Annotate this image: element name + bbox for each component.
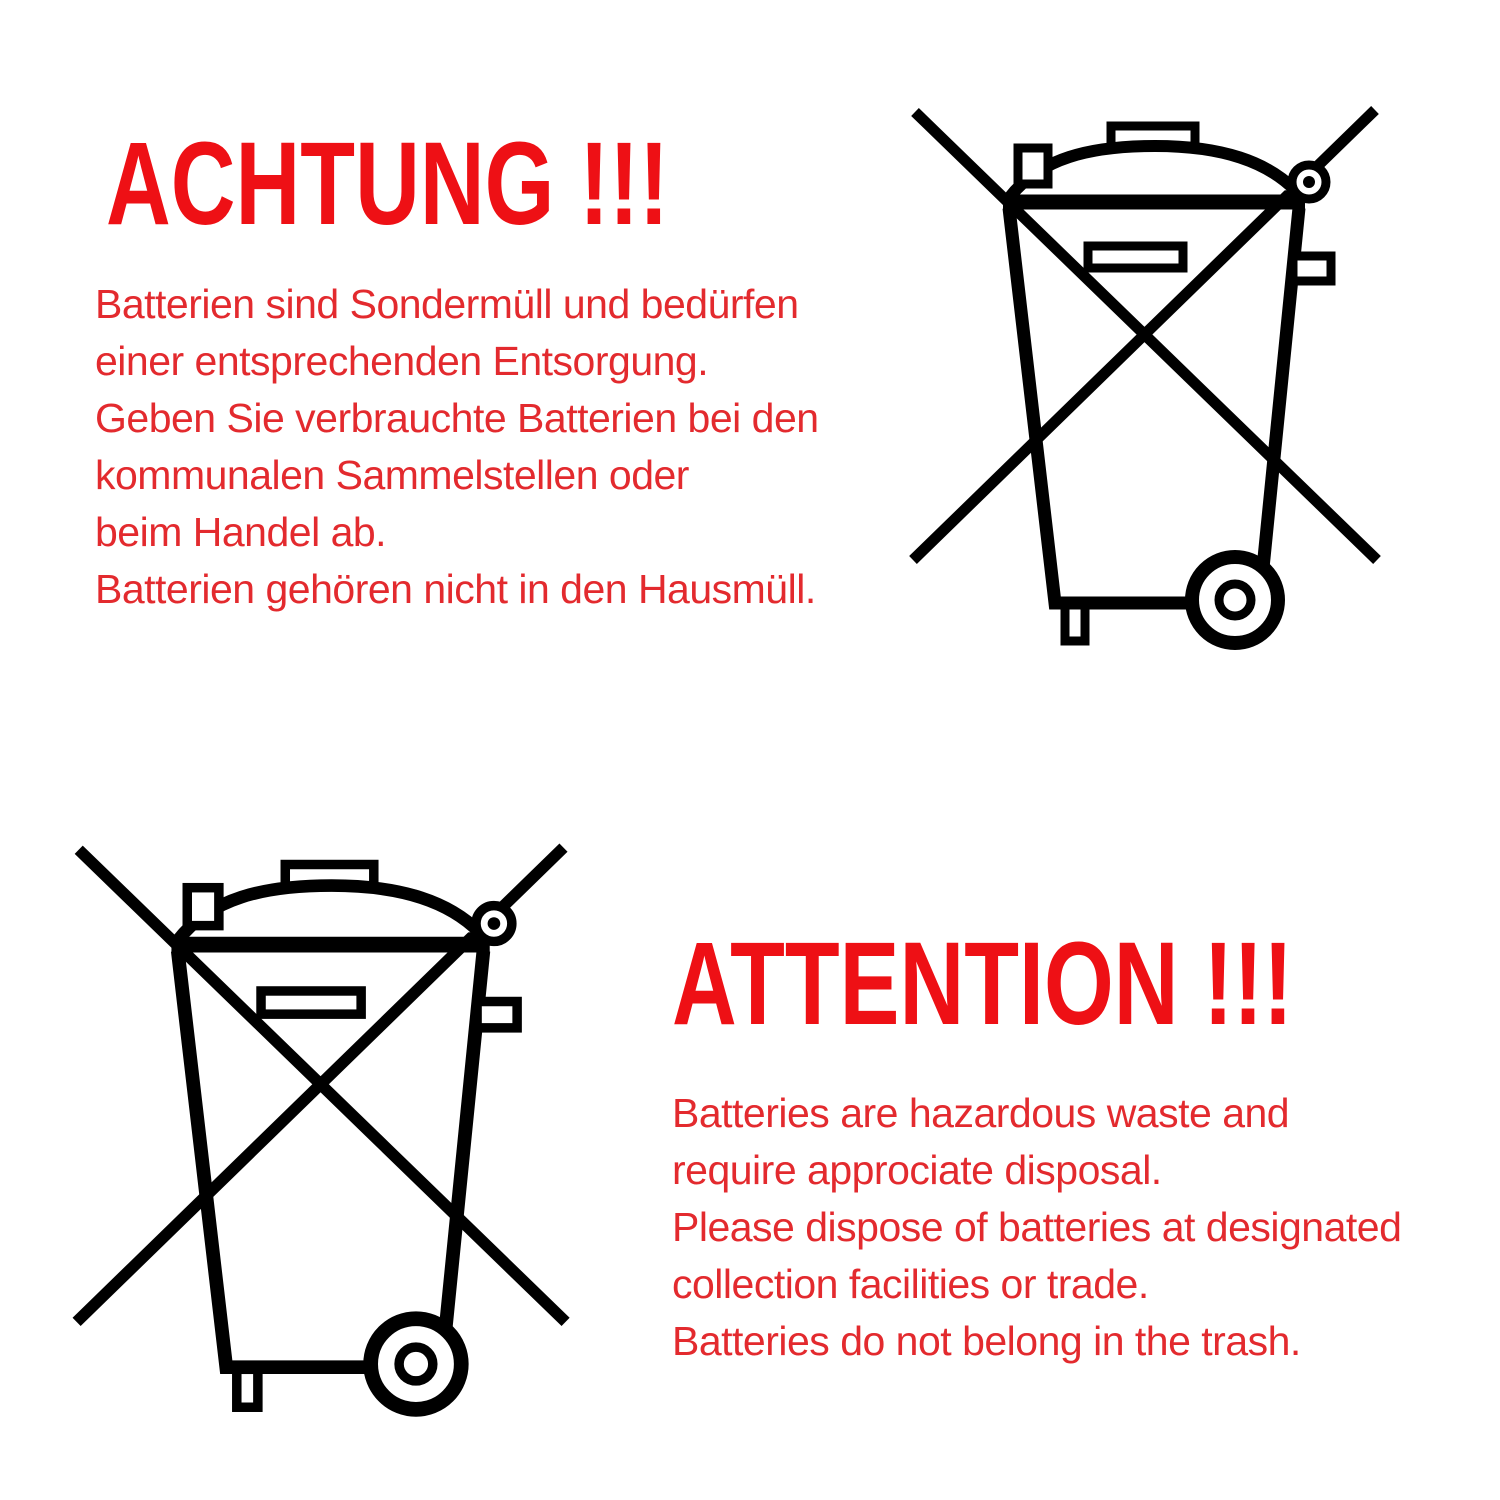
german-line: kommunalen Sammelstellen oder (95, 452, 689, 498)
english-title: ATTENTION !!! (672, 918, 1293, 1050)
english-line: Batteries are hazardous waste and (672, 1090, 1290, 1136)
crossed-out-bin-icon (905, 98, 1400, 655)
german-line: Geben Sie verbrauchte Batterien bei den (95, 395, 819, 441)
crossed-out-bin-icon (68, 835, 590, 1422)
english-line: require approciate disposal. (672, 1147, 1162, 1193)
german-line: Batterien sind Sondermüll und bedürfen (95, 281, 799, 327)
german-line: beim Handel ab. (95, 509, 387, 555)
german-body-text (95, 276, 819, 618)
german-title: ACHTUNG !!! (106, 118, 669, 250)
english-line: Batteries do not belong in the trash. (672, 1318, 1301, 1364)
german-line: einer entsprechenden Entsorgung. (95, 338, 709, 384)
english-line: Please dispose of batteries at designated (672, 1204, 1402, 1250)
english-body-text (672, 1085, 1401, 1370)
english-line: collection facilities or trade. (672, 1261, 1149, 1307)
german-line: Batterien gehören nicht in den Hausmüll. (95, 566, 816, 612)
